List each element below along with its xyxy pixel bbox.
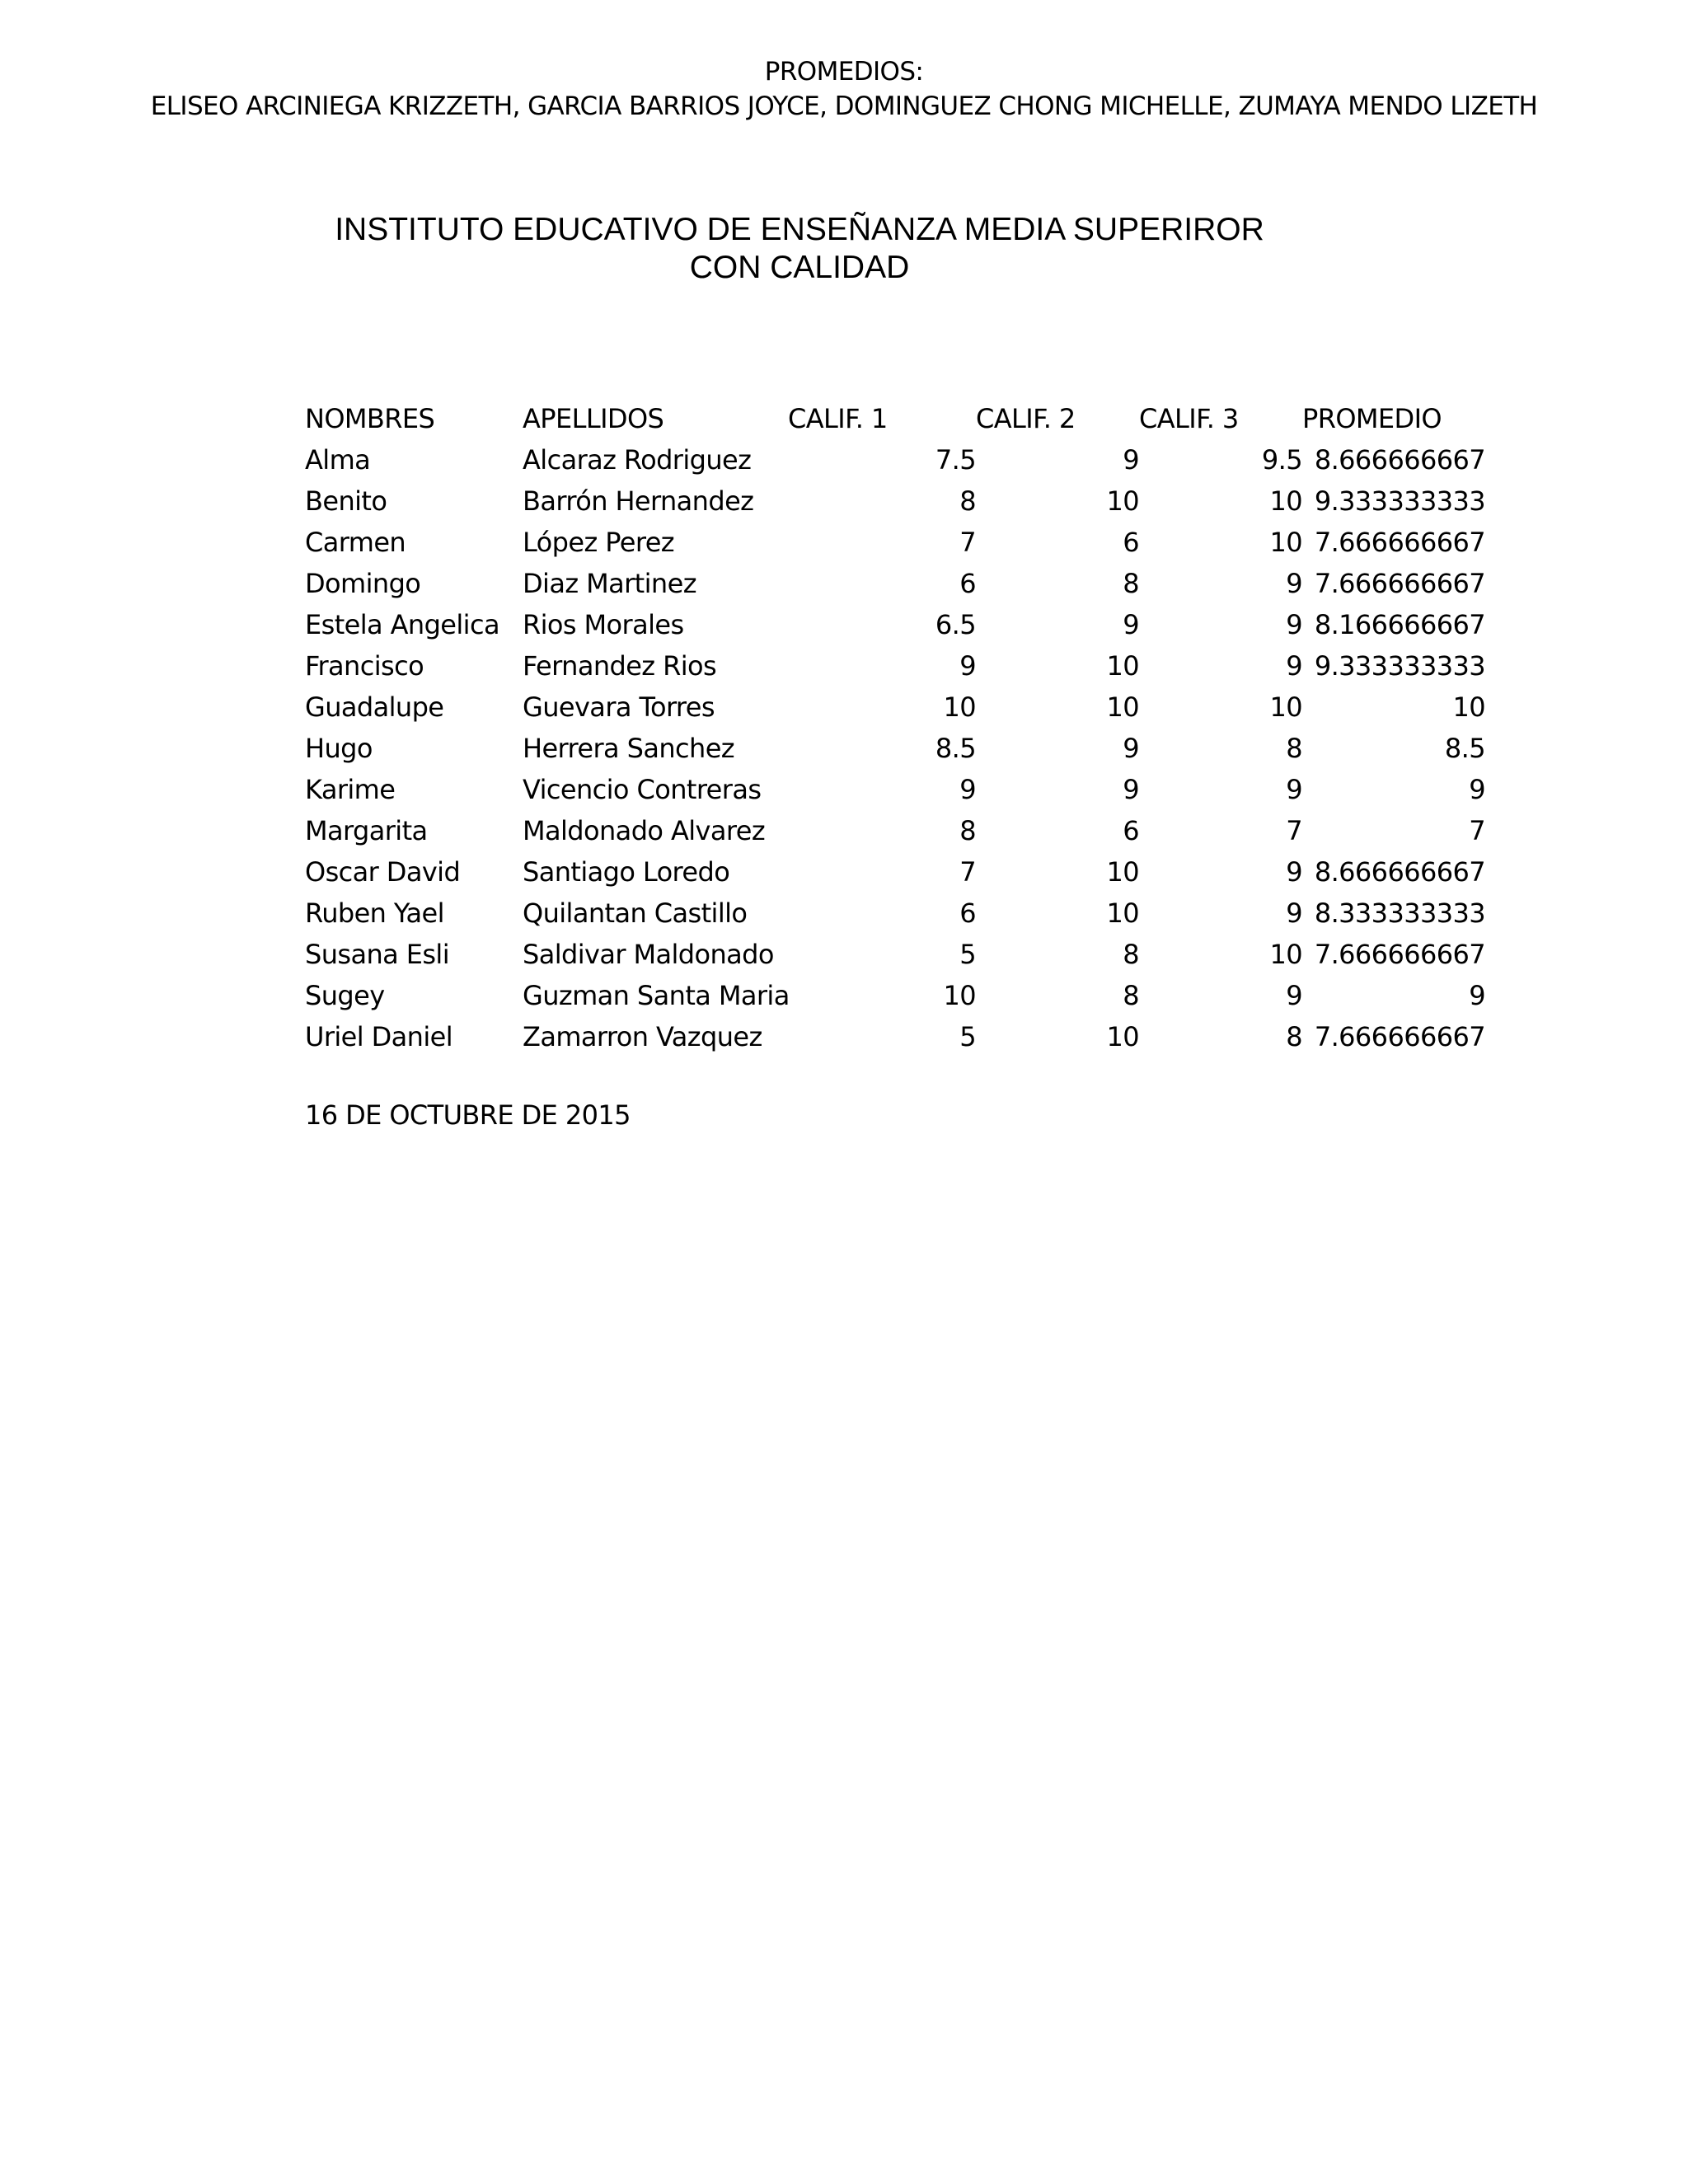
- cell-calif-3: 9.5: [1261, 444, 1302, 476]
- header-calif-2-label: CALIF. 2: [976, 403, 1076, 434]
- table-row: [305, 728, 1485, 769]
- cell-apellido: Rios Morales: [523, 609, 684, 640]
- table-row: [305, 439, 1485, 480]
- cell-nombre: Domingo: [305, 568, 421, 599]
- title-line-1: INSTITUTO EDUCATIVO DE ENSEÑANZA MEDIA SUPERIROR: [335, 212, 1264, 247]
- cell-nombre: Oscar David: [305, 856, 461, 888]
- header-nombres: NOMBRES: [305, 403, 435, 434]
- cell-nombre: Ruben Yael: [305, 898, 444, 929]
- cell-promedio: 7.666666667: [1314, 939, 1485, 970]
- table-row: [305, 687, 1485, 728]
- cell-calif-1: 10: [943, 691, 976, 723]
- cell-calif-1: 6.5: [935, 609, 976, 640]
- cell-calif-2: 10: [1106, 650, 1139, 682]
- cell-promedio: 7: [1469, 815, 1485, 846]
- document-title: [297, 211, 1302, 287]
- grades-table-body: [305, 439, 1485, 1057]
- cell-apellido: Maldonado Alvarez: [523, 815, 766, 846]
- cell-calif-3: 10: [1269, 527, 1302, 558]
- title-line-2: CON CALIDAD: [689, 250, 910, 285]
- cell-calif-1: 8: [959, 485, 976, 517]
- cell-apellido: Diaz Martinez: [523, 568, 696, 599]
- cell-apellido: Saldivar Maldonado: [523, 939, 774, 970]
- cell-nombre: Sugey: [305, 980, 385, 1011]
- table-row: [305, 645, 1485, 687]
- cell-calif-3: 7: [1286, 815, 1302, 846]
- cell-calif-3: 9: [1286, 650, 1302, 682]
- table-row: [305, 563, 1485, 604]
- cell-calif-2: 10: [1106, 856, 1139, 888]
- cell-nombre: Benito: [305, 485, 387, 517]
- cell-calif-2: 10: [1106, 485, 1139, 517]
- cell-nombre: Carmen: [305, 527, 406, 558]
- cell-calif-2: 6: [1123, 815, 1139, 846]
- table-row: [305, 975, 1485, 1016]
- cell-promedio: 8.666666667: [1314, 856, 1485, 888]
- cell-apellido: Alcaraz Rodriguez: [523, 444, 752, 476]
- table-row: [305, 893, 1485, 934]
- cell-calif-3: 10: [1269, 485, 1302, 517]
- cell-nombre: Uriel Daniel: [305, 1021, 453, 1052]
- cell-apellido: Guzman Santa Maria: [523, 980, 790, 1011]
- header-line-promedios: PROMEDIOS:: [764, 57, 924, 87]
- document-date: 16 DE OCTUBRE DE 2015: [305, 1099, 631, 1131]
- cell-promedio: 7.666666667: [1314, 1021, 1485, 1052]
- cell-calif-1: 7.5: [935, 444, 976, 476]
- cell-apellido: Zamarron Vazquez: [523, 1021, 762, 1052]
- cell-promedio: 8.666666667: [1314, 444, 1485, 476]
- cell-calif-3: 9: [1286, 568, 1302, 599]
- cell-promedio: 10: [1452, 691, 1485, 723]
- cell-apellido: Guevara Torres: [523, 691, 715, 723]
- table-row: [305, 851, 1485, 893]
- cell-apellido: Vicencio Contreras: [523, 774, 762, 805]
- cell-calif-3: 9: [1286, 774, 1302, 805]
- cell-promedio: 8.166666667: [1314, 609, 1485, 640]
- cell-promedio: 9: [1469, 774, 1485, 805]
- cell-promedio: 7.666666667: [1314, 527, 1485, 558]
- cell-calif-1: 6: [959, 898, 976, 929]
- table-header-row: [305, 398, 1485, 439]
- cell-calif-2: 9: [1123, 444, 1139, 476]
- header-line-authors: ELISEO ARCINIEGA KRIZZETH, GARCIA BARRIOS JOYCE, DOMINGUEZ CHONG MICHELLE, ZUMAYA MENDO LIZETH: [150, 91, 1538, 121]
- table-row: [305, 522, 1485, 563]
- cell-apellido: Santiago Loredo: [523, 856, 730, 888]
- header-promedio-label: PROMEDIO: [1302, 403, 1442, 434]
- cell-calif-3: 9: [1286, 980, 1302, 1011]
- table-row: [305, 934, 1485, 975]
- cell-nombre: Susana Esli: [305, 939, 450, 970]
- cell-calif-2: 8: [1123, 980, 1139, 1011]
- cell-promedio: 8.333333333: [1314, 898, 1485, 929]
- table-row: [305, 480, 1485, 522]
- cell-promedio: 7.666666667: [1314, 568, 1485, 599]
- cell-calif-2: 9: [1123, 733, 1139, 764]
- cell-apellido: Barrón Hernandez: [523, 485, 754, 517]
- cell-calif-2: 8: [1123, 939, 1139, 970]
- cell-nombre: Francisco: [305, 650, 424, 682]
- cell-nombre: Estela Angelica: [305, 609, 499, 640]
- cell-calif-3: 8: [1286, 1021, 1302, 1052]
- cell-apellido: Quilantan Castillo: [523, 898, 748, 929]
- header-calif-3: [1139, 398, 1302, 439]
- cell-calif-1: 8.5: [935, 733, 976, 764]
- cell-calif-1: 8: [959, 815, 976, 846]
- cell-calif-3: 9: [1286, 898, 1302, 929]
- table-row: [305, 810, 1485, 851]
- header-calif-1: [788, 398, 976, 439]
- header-calif-1-label: CALIF. 1: [788, 403, 888, 434]
- cell-calif-3: 10: [1269, 939, 1302, 970]
- cell-calif-1: 5: [959, 939, 976, 970]
- header-calif-2: [976, 398, 1139, 439]
- table-row: [305, 1016, 1485, 1057]
- header-promedio: [1302, 398, 1485, 439]
- cell-promedio: 9.333333333: [1314, 650, 1485, 682]
- cell-promedio: 9.333333333: [1314, 485, 1485, 517]
- cell-calif-2: 10: [1106, 1021, 1139, 1052]
- cell-nombre: Karime: [305, 774, 396, 805]
- cell-calif-1: 9: [959, 650, 976, 682]
- cell-apellido: Herrera Sanchez: [523, 733, 734, 764]
- cell-calif-1: 7: [959, 856, 976, 888]
- cell-nombre: Alma: [305, 444, 371, 476]
- page-header: [0, 54, 1688, 124]
- cell-calif-1: 6: [959, 568, 976, 599]
- cell-calif-3: 9: [1286, 609, 1302, 640]
- cell-calif-3: 9: [1286, 856, 1302, 888]
- cell-calif-2: 10: [1106, 691, 1139, 723]
- cell-calif-1: 7: [959, 527, 976, 558]
- cell-calif-2: 9: [1123, 774, 1139, 805]
- header-calif-3-label: CALIF. 3: [1139, 403, 1239, 434]
- cell-promedio: 9: [1469, 980, 1485, 1011]
- cell-calif-2: 8: [1123, 568, 1139, 599]
- cell-calif-1: 9: [959, 774, 976, 805]
- cell-nombre: Margarita: [305, 815, 428, 846]
- cell-calif-1: 5: [959, 1021, 976, 1052]
- cell-promedio: 8.5: [1444, 733, 1485, 764]
- cell-apellido: López Perez: [523, 527, 674, 558]
- cell-nombre: Guadalupe: [305, 691, 444, 723]
- cell-apellido: Fernandez Rios: [523, 650, 717, 682]
- cell-nombre: Hugo: [305, 733, 373, 764]
- cell-calif-2: 10: [1106, 898, 1139, 929]
- cell-calif-3: 10: [1269, 691, 1302, 723]
- grades-table: [305, 398, 1485, 1057]
- table-row: [305, 604, 1485, 645]
- cell-calif-2: 9: [1123, 609, 1139, 640]
- cell-calif-3: 8: [1286, 733, 1302, 764]
- table-row: [305, 769, 1485, 810]
- cell-calif-2: 6: [1123, 527, 1139, 558]
- cell-calif-1: 10: [943, 980, 976, 1011]
- header-apellidos: APELLIDOS: [523, 403, 664, 434]
